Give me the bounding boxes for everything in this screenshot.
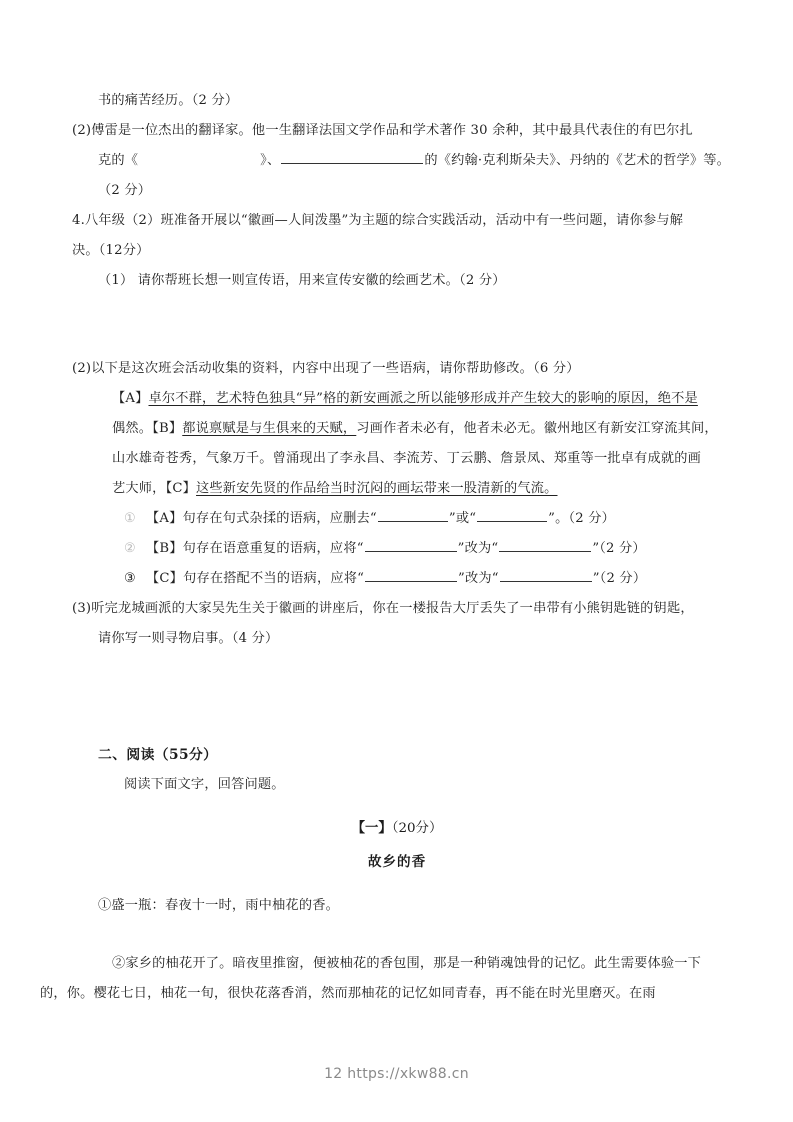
section-2-instruction: 阅读下面文字，回答问题。 — [124, 777, 285, 792]
q3-book-title-blank[interactable] — [138, 152, 260, 164]
part-label-bracket: 【一】 — [351, 820, 392, 836]
item-marker-3: ③ — [124, 571, 137, 586]
correction-item — [72, 564, 722, 594]
page-content — [40, 86, 731, 1009]
q3-continuation-line: 书的痛苦经历。（2 分） — [98, 93, 239, 108]
article-paragraph-cont: 的，你。樱花七日，柚花一旬，很快花落香消，然而那柚花的记忆如同青春，再不能在时光里磨灭。在雨 — [40, 986, 656, 1001]
item-text-after-1: ”。（2 分） — [548, 511, 616, 526]
item-text-middle-1: ”或“ — [448, 511, 477, 526]
item-text-before-1: 【A】句存在句式杂揉的语病，应删去“ — [146, 511, 377, 526]
item-text-after-2: ”（2 分） — [592, 541, 646, 556]
passage-tag-b: 【B】 — [152, 421, 183, 436]
passage-plain-3: 艺大师， — [112, 481, 166, 496]
q3-part2-line2-suffix: 的《约翰·克利斯朵夫》、丹纳的《艺术的哲学》等。 — [424, 153, 731, 168]
q4-sub3-answer-space[interactable] — [72, 654, 722, 740]
q3-author-blank[interactable] — [281, 148, 423, 164]
paragraph-marker-1: ① — [98, 898, 112, 913]
article-paragraph — [72, 949, 722, 979]
item-text-middle-3: ”改为“ — [458, 571, 499, 586]
correction-item — [72, 504, 722, 534]
spacer — [72, 800, 722, 812]
spacer — [72, 921, 722, 949]
q3-part2-points: （2 分） — [98, 183, 152, 198]
q4-sub2-prompt: (2)以下是这次班会活动收集的资料，内容中出现了一些语病，请你帮助修改。（6 分） — [72, 361, 580, 376]
paragraph-text-2a: 家乡的柚花开了。暗夜里推窗，便被柚花的香包围，那是一种销魂蚀骨的记忆。此生需要体验一下 — [125, 956, 702, 971]
q3-part2-line2 — [72, 146, 731, 176]
passage-tag-c: 【C】 — [165, 481, 197, 496]
item-blank-2a[interactable] — [365, 536, 457, 552]
item-blank-1b[interactable] — [477, 506, 547, 522]
spacer — [72, 879, 722, 891]
item-marker-2: ② — [124, 541, 137, 556]
q4-sub3-line2: 请你写一则寻物启事。（4 分） — [98, 631, 279, 646]
q4-stem-line1: 4.八年级（2）班准备开展以“徽画—人间泼墨”为主题的综合实践活动，活动中有一些问题，请你参与解 — [72, 213, 684, 228]
q4-sub1: （1） 请你帮班长想一则宣传语，用来宣传安徽的绘画艺术。（2 分） — [98, 273, 506, 288]
reading-part-label — [72, 812, 722, 845]
paragraph-text-1: 盛一瓶：春夜十一时，雨中柚花的香。 — [111, 898, 339, 913]
item-text-after-3: ”（2 分） — [592, 571, 647, 586]
article-paragraph — [72, 891, 722, 921]
q4-stem-line2: 决。（12分） — [72, 243, 150, 258]
article-title: 故乡的香 — [367, 854, 427, 870]
passage-underline-a: 卓尔不群，艺术特色独具“异”格的新安画派之所以能够形成并产生较大的影响的原因，绝不是 — [148, 391, 698, 406]
q3-part2-line2-prefix: 克的《 — [98, 153, 139, 168]
item-blank-2b[interactable] — [499, 536, 591, 552]
part-label-points: （20分） — [391, 821, 443, 836]
item-text-before-3: 【C】句存在搭配不当的语病，应将“ — [146, 571, 365, 586]
q3-part2-line2-mid: 》、 — [260, 153, 281, 168]
section-2-heading: 二、阅读（55分） — [98, 747, 218, 763]
q4-sub1-answer-space[interactable] — [72, 296, 722, 354]
item-text-middle-2: ”改为“ — [457, 541, 499, 556]
passage-plain-1: 偶然。 — [112, 421, 153, 436]
item-blank-1a[interactable] — [378, 506, 448, 522]
item-blank-3b[interactable] — [500, 566, 592, 582]
item-marker-1: ① — [124, 511, 137, 526]
page-footer-watermark: 12 https://xkw88.cn — [324, 1066, 469, 1082]
item-text-before-2: 【B】句存在语意重复的语病，应将“ — [146, 541, 364, 556]
passage-underline-c: 这些新安先贤的作品给当时沉闷的画坛带来一股清新的气流。 — [196, 481, 558, 496]
passage-plain-2: 习画作者未必有，他者未必无。徽州地区有新安江穿流其间， — [356, 421, 718, 436]
q3-part2-line1: (2)傅雷是一位杰出的翻译家。他一生翻译法国文学作品和学术著作 30 余种，其中最具代表住的有巴尔扎 — [72, 123, 693, 138]
passage-line-3: 山水雄奇苍秀，气象万千。曾涌现出了李永昌、李流芳、丁云鹏、詹景凤、郑重等一批卓有成就的画 — [112, 451, 702, 466]
correction-item — [72, 534, 722, 564]
passage-tag-a: 【A】 — [112, 391, 149, 406]
q4-sub3-line1: (3)听完龙城画派的大家吴先生关于徽画的讲座后，你在一楼报告大厅丢失了一串带有小熊钥匙链的钥匙， — [72, 601, 694, 616]
passage-underline-b: 都说禀赋是与生俱来的天赋， — [182, 421, 357, 436]
item-blank-3a[interactable] — [365, 566, 457, 582]
q4-passage — [72, 384, 722, 504]
paragraph-marker-2: ② — [112, 956, 126, 971]
